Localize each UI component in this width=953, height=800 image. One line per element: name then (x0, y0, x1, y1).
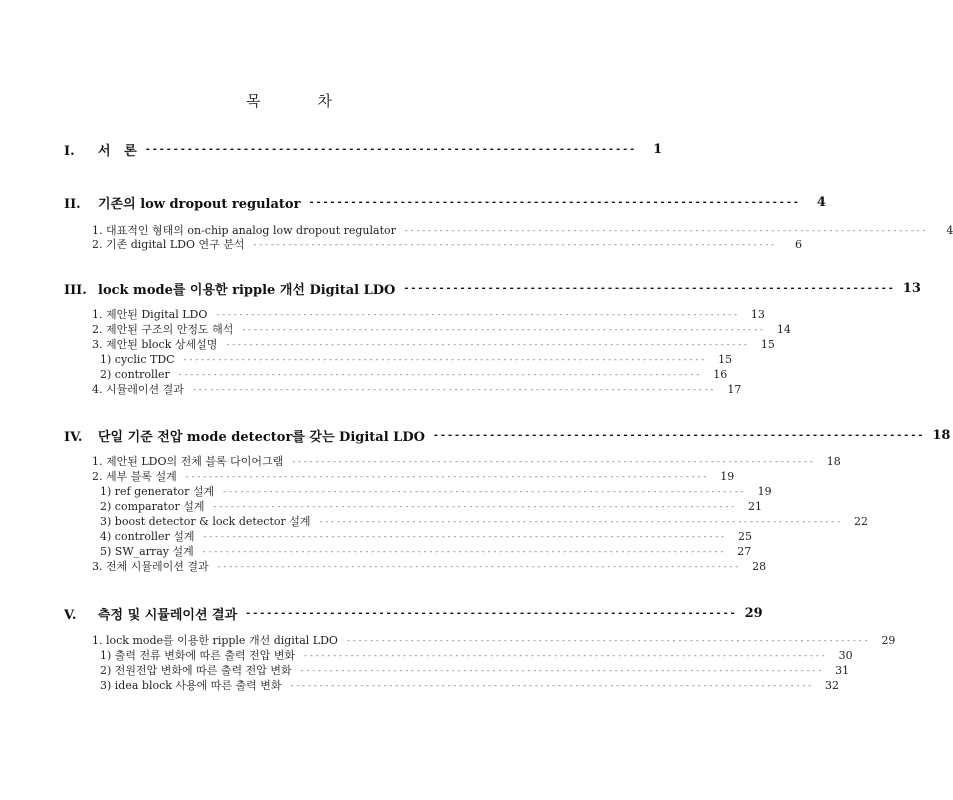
toc-entry[interactable] (92, 307, 765, 321)
dot-leader: ---------------------------------------------------------------------- (245, 607, 737, 619)
toc-chapter-4[interactable] (64, 426, 951, 445)
toc-entry[interactable] (92, 454, 841, 468)
page-number: 19 (720, 469, 735, 483)
page-title: 목 차 (246, 92, 358, 110)
dot-leader: ------------------------------------------------------------------------------------------ (299, 665, 824, 675)
toc-subentry[interactable] (100, 678, 840, 692)
page-number: 4 (816, 194, 826, 210)
page-number: 16 (713, 367, 728, 381)
dot-leader: ------------------------------------------------------------------------------------------ (212, 501, 736, 511)
chapter-title: 서 론 (98, 143, 137, 159)
toc-subentry[interactable] (100, 484, 772, 498)
entry-label: 2) comparator 설계 (100, 500, 205, 513)
page-number: 30 (838, 648, 853, 662)
toc-subentry[interactable] (100, 544, 752, 558)
entry-label: 1) ref generator 설계 (100, 485, 215, 498)
chapter-title: lock mode를 이용한 ripple 개선 Digital LDO (98, 282, 396, 298)
page-number: 17 (727, 382, 742, 396)
dot-leader: ------------------------------------------------------------------------------------------ (252, 239, 776, 249)
entry-label: 2) 전원전압 변화에 따른 출력 전압 변화 (100, 664, 292, 677)
page-number: 6 (794, 237, 802, 251)
dot-leader: ------------------------------------------------------------------------------------------ (201, 546, 726, 556)
page-number: 13 (750, 307, 765, 321)
page-number: 29 (744, 605, 763, 621)
entry-label: 1. 제안된 Digital LDO (92, 308, 208, 321)
dot-leader: ------------------------------------------------------------------------------------------ (291, 456, 815, 466)
dot-leader: ------------------------------------------------------------------------------------------ (216, 561, 741, 571)
toc-subentry[interactable] (100, 367, 728, 381)
toc-entry[interactable] (92, 337, 775, 351)
page-number: 21 (747, 499, 762, 513)
entry-label: 5) SW_array 설계 (100, 545, 194, 558)
toc-entry[interactable] (92, 382, 742, 396)
toc-entry[interactable] (92, 469, 735, 483)
toc-entry[interactable] (92, 633, 896, 647)
page-number: 31 (835, 663, 850, 677)
dot-leader: ------------------------------------------------------------------------------------------ (289, 680, 814, 690)
entry-label: 1. 대표적인 형태의 on-chip analog low dropout regulator (92, 224, 396, 237)
dot-leader: ------------------------------------------------------------------------------------------ (225, 339, 749, 349)
entry-label: 2. 제안된 구조의 안정도 해석 (92, 323, 234, 336)
entry-label: 3. 전체 시뮬레이션 결과 (92, 560, 209, 573)
entry-label: 3) idea block 사용에 따른 출력 변화 (100, 679, 282, 692)
entry-label: 2) controller (100, 367, 170, 381)
page-number: 22 (854, 514, 869, 528)
dot-leader: ---------------------------------------------------------------------- (308, 196, 800, 208)
entry-label: 4. 시뮬레이션 결과 (92, 383, 184, 396)
dot-leader: ------------------------------------------------------------------------------------------ (222, 486, 746, 496)
page-number: 19 (757, 484, 772, 498)
dot-leader: ---------------------------------------------------------------------- (432, 429, 925, 441)
chapter-title: 단일 기준 전압 mode detector를 갖는 Digital LDO (98, 429, 425, 445)
toc-subentry[interactable] (100, 352, 733, 366)
page-number: 25 (738, 529, 752, 543)
page-number: 32 (825, 678, 840, 692)
page-number: 28 (752, 559, 767, 573)
entry-label: 1. lock mode를 이용한 ripple 개선 digital LDO (92, 634, 338, 647)
page-number: 18 (826, 454, 841, 468)
dot-leader: ------------------------------------------------------------------------------------------ (184, 471, 709, 481)
chapter-title: 측정 및 시뮬레이션 결과 (98, 607, 238, 623)
entry-label: 1) 출력 전류 변화에 따른 출력 전압 변화 (100, 649, 296, 662)
toc-entry[interactable] (92, 237, 802, 251)
dot-leader: ------------------------------------------------------------------------------------------ (215, 309, 739, 319)
page-number: 27 (737, 544, 752, 558)
entry-label: 2. 세부 블록 설계 (92, 470, 177, 483)
page-number: 13 (902, 280, 921, 296)
dot-leader: ------------------------------------------------------------------------------------------ (241, 324, 765, 334)
toc-entry[interactable] (92, 322, 791, 336)
chapter-number: II. (64, 196, 81, 212)
chapter-number: III. (64, 282, 87, 298)
toc-entry[interactable] (92, 223, 953, 237)
toc-subentry[interactable] (100, 648, 853, 662)
entry-label: 3) boost detector & lock detector 설계 (100, 515, 311, 528)
toc-entry[interactable] (92, 559, 767, 573)
toc-subentry[interactable] (100, 663, 850, 677)
toc-subentry[interactable] (100, 499, 762, 513)
page-number: 4 (946, 223, 953, 237)
entry-label: 1) cyclic TDC (100, 352, 175, 366)
toc-subentry[interactable] (100, 529, 752, 543)
chapter-number: I. (64, 143, 75, 159)
dot-leader: ------------------------------------------------------------------------------------------ (202, 531, 726, 541)
dot-leader: ------------------------------------------------------------------------------------------ (303, 650, 827, 660)
page-number: 15 (718, 352, 733, 366)
page-number: 15 (760, 337, 775, 351)
dot-leader: ------------------------------------------------------------------------------------------ (403, 225, 928, 235)
dot-leader: ------------------------------------------------------------------------------------------ (191, 384, 716, 394)
chapter-title: 기존의 low dropout regulator (98, 196, 301, 212)
toc-chapter-1[interactable] (64, 140, 663, 159)
toc-subentry[interactable] (100, 514, 869, 528)
entry-label: 4) controller 설계 (100, 530, 195, 543)
dot-leader: ---------------------------------------------------------------------- (144, 143, 637, 155)
page-number: 29 (881, 633, 896, 647)
entry-label: 1. 제안된 LDO의 전체 블록 다이어그램 (92, 455, 284, 468)
toc-chapter-3[interactable] (64, 279, 921, 298)
page-number: 18 (932, 427, 951, 443)
chapter-number: V. (64, 607, 77, 623)
entry-label: 3. 제안된 block 상세설명 (92, 338, 218, 351)
toc-chapter-5[interactable] (64, 604, 763, 623)
dot-leader: ------------------------------------------------------------------------------------------ (345, 635, 870, 645)
dot-leader: ------------------------------------------------------------------------------------------ (177, 369, 702, 379)
dot-leader: ------------------------------------------------------------------------------------------ (318, 516, 843, 526)
dot-leader: ---------------------------------------------------------------------- (403, 282, 895, 294)
dot-leader: ------------------------------------------------------------------------------------------ (182, 354, 707, 364)
page-number: 14 (776, 322, 791, 336)
chapter-number: IV. (64, 429, 83, 445)
page-number: 1 (653, 141, 663, 157)
entry-label: 2. 기존 digital LDO 연구 분석 (92, 238, 245, 251)
toc-chapter-2[interactable] (64, 193, 826, 212)
